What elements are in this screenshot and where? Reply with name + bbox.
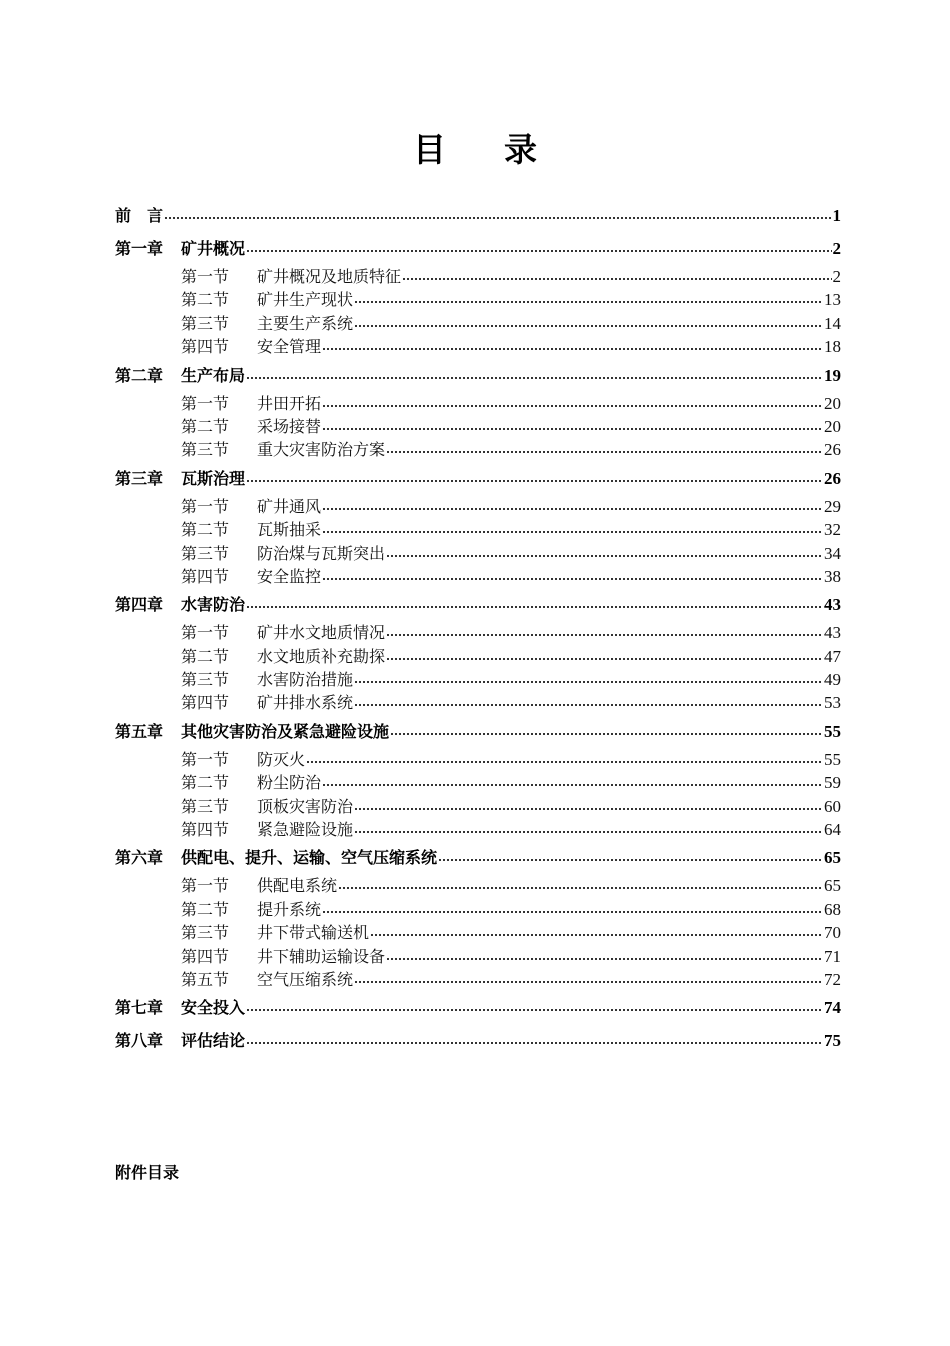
page-number: 34 — [824, 543, 841, 563]
dot-leader — [402, 266, 831, 282]
section-number: 第四节 — [181, 693, 230, 713]
dot-leader — [386, 646, 823, 662]
toc-section-entry[interactable] — [115, 795, 841, 818]
toc-entry-label — [181, 495, 321, 518]
section-number: 第三节 — [181, 670, 230, 690]
toc-chapter-entry[interactable] — [115, 462, 841, 495]
toc-entry-label — [181, 968, 353, 991]
page-number: 47 — [824, 646, 841, 666]
dot-leader — [246, 238, 831, 254]
dot-leader — [322, 336, 823, 352]
section-number: 第三节 — [181, 313, 230, 333]
toc-section-entry[interactable] — [115, 565, 841, 588]
toc-section-entry[interactable] — [115, 392, 841, 415]
dot-leader — [246, 365, 823, 381]
dot-leader — [386, 439, 823, 455]
dot-leader — [322, 519, 823, 535]
dot-leader — [386, 622, 823, 638]
dot-leader — [322, 772, 823, 788]
toc-section-entry[interactable] — [115, 542, 841, 565]
page-number: 18 — [824, 337, 841, 357]
toc-entry-label — [181, 438, 385, 461]
page-number: 2 — [832, 267, 841, 286]
section-number: 第四节 — [181, 337, 230, 357]
chapter-number: 第三章 — [115, 468, 164, 488]
toc-entry-label — [181, 668, 353, 691]
section-number: 第一节 — [181, 749, 230, 769]
section-title: 瓦斯抽采 — [257, 520, 322, 540]
toc-chapter-entry[interactable] — [115, 588, 841, 621]
page-number: 32 — [824, 520, 841, 540]
page-number: 13 — [824, 290, 841, 310]
page-number: 26 — [824, 440, 841, 460]
section-title: 矿井概况及地质特征 — [257, 267, 402, 286]
section-title: 紧急避险设施 — [257, 820, 354, 840]
toc-section-entry[interactable] — [115, 288, 841, 311]
toc-section-entry[interactable] — [115, 818, 841, 841]
section-number: 第四节 — [181, 946, 230, 966]
dot-leader — [246, 997, 823, 1013]
chapter-number: 第一章 — [115, 239, 164, 258]
toc-entry-label — [115, 232, 245, 265]
section-title: 水文地质补充勘探 — [257, 646, 386, 666]
page-number: 14 — [824, 313, 841, 333]
section-number: 第四节 — [181, 566, 230, 586]
page-number: 19 — [824, 365, 841, 385]
toc-entry-label — [181, 415, 321, 438]
dot-leader — [338, 875, 823, 891]
toc-section-entry[interactable] — [115, 748, 841, 771]
toc-section-entry[interactable] — [115, 495, 841, 518]
toc-section-entry[interactable] — [115, 415, 841, 438]
toc-section-entry[interactable] — [115, 668, 841, 691]
page-number: 72 — [824, 969, 841, 989]
chapter-number: 第四章 — [115, 595, 164, 615]
section-number: 第二节 — [181, 290, 230, 310]
dot-leader — [322, 496, 823, 512]
section-number: 第三节 — [181, 440, 230, 460]
dot-leader — [322, 566, 823, 582]
section-number: 第一节 — [181, 267, 230, 286]
page-number: 60 — [824, 796, 841, 816]
section-title: 重大灾害防治方案 — [257, 440, 386, 460]
page-number: 68 — [824, 899, 841, 919]
section-title: 提升系统 — [257, 899, 322, 919]
dot-leader — [246, 468, 823, 484]
page-number: 75 — [824, 1031, 841, 1051]
page-number: 49 — [824, 670, 841, 690]
toc-chapter-entry[interactable] — [115, 1024, 841, 1057]
chapter-title: 评估结论 — [181, 1031, 246, 1051]
section-title: 矿井排水系统 — [257, 693, 354, 713]
section-title: 水害防治措施 — [257, 670, 354, 690]
section-title: 井田开拓 — [257, 393, 322, 413]
section-number: 第五节 — [181, 969, 230, 989]
chapter-number: 第七章 — [115, 998, 164, 1018]
chapter-number: 第五章 — [115, 721, 164, 741]
section-number: 第三节 — [181, 796, 230, 816]
attachments-heading: 附件目录 — [115, 1163, 180, 1182]
toc-chapter-entry[interactable] — [115, 841, 841, 874]
section-title: 安全监控 — [257, 566, 322, 586]
page-number: 59 — [824, 773, 841, 793]
dot-leader — [164, 205, 831, 221]
section-number: 第二节 — [181, 416, 230, 436]
dot-leader — [438, 847, 823, 863]
toc-chapter-entry[interactable] — [115, 232, 841, 265]
toc-chapter-entry[interactable] — [115, 715, 841, 748]
chapter-number: 第六章 — [115, 848, 164, 868]
toc-section-entry[interactable] — [115, 438, 841, 461]
toc-entry-label — [181, 945, 385, 968]
toc-entry-label — [181, 542, 385, 565]
toc-entry-label — [181, 771, 321, 794]
toc-section-entry[interactable] — [115, 874, 841, 897]
toc-chapter-entry[interactable] — [115, 359, 841, 392]
page-number: 74 — [824, 998, 841, 1018]
toc-entry-label — [181, 335, 321, 358]
section-title: 防灭火 — [257, 749, 306, 769]
toc-entry-label — [181, 312, 353, 335]
page-number: 43 — [824, 623, 841, 643]
page-number: 26 — [824, 468, 841, 488]
dot-leader — [354, 313, 823, 329]
page-number: 65 — [824, 848, 841, 868]
chapter-title: 生产布局 — [181, 365, 246, 385]
toc-entry-label — [115, 199, 163, 232]
section-number: 第一节 — [181, 393, 230, 413]
chapter-title: 其他灾害防治及紧急避险设施 — [181, 721, 390, 741]
dot-leader — [370, 922, 823, 938]
toc-entry-label — [115, 462, 245, 495]
page-number: 55 — [824, 721, 841, 741]
dot-leader — [322, 416, 823, 432]
dot-leader — [354, 819, 823, 835]
section-title: 供配电系统 — [257, 876, 338, 896]
title-char-2: 录 — [504, 130, 537, 169]
toc-section-entry[interactable] — [115, 335, 841, 358]
section-number: 第二节 — [181, 520, 230, 540]
dot-leader — [306, 749, 823, 765]
section-title: 顶板灾害防治 — [257, 796, 354, 816]
title-char-1: 目 — [413, 130, 446, 169]
toc-section-entry[interactable] — [115, 265, 841, 288]
toc-entry-label — [115, 359, 245, 392]
chapter-title: 安全投入 — [181, 998, 246, 1018]
chapter-title: 瓦斯治理 — [181, 468, 246, 488]
toc-entry-label — [181, 818, 353, 841]
toc-entry-label — [181, 265, 401, 288]
section-number: 第二节 — [181, 646, 230, 666]
toc-section-entry[interactable] — [115, 921, 841, 944]
toc-entry-label — [115, 715, 389, 748]
toc-section-entry[interactable] — [115, 691, 841, 714]
section-number: 第一节 — [181, 876, 230, 896]
page-number: 65 — [824, 876, 841, 896]
dot-leader — [354, 669, 823, 685]
toc-section-entry[interactable] — [115, 621, 841, 644]
toc-entry-label — [181, 921, 369, 944]
dot-leader — [246, 594, 823, 610]
table-of-contents — [115, 199, 841, 1057]
dot-leader — [386, 543, 823, 559]
toc-section-entry[interactable] — [115, 645, 841, 668]
section-number: 第二节 — [181, 773, 230, 793]
toc-chapter-entry[interactable] — [115, 199, 841, 232]
chapter-title: 水害防治 — [181, 595, 246, 615]
page-number: 53 — [824, 693, 841, 713]
page-number: 38 — [824, 566, 841, 586]
toc-section-entry[interactable] — [115, 898, 841, 921]
toc-entry-label — [115, 991, 245, 1024]
toc-entry-label — [181, 621, 385, 644]
dot-leader — [390, 721, 823, 737]
dot-leader — [354, 692, 823, 708]
section-title: 空气压缩系统 — [257, 969, 354, 989]
toc-entry-label — [181, 565, 321, 588]
section-title: 井下带式输送机 — [257, 923, 370, 943]
dot-leader — [354, 289, 823, 305]
page-number: 2 — [832, 239, 841, 258]
page-number: 20 — [824, 416, 841, 436]
section-title: 防治煤与瓦斯突出 — [257, 543, 386, 563]
toc-chapter-entry[interactable] — [115, 991, 841, 1024]
toc-section-entry[interactable] — [115, 945, 841, 968]
toc-entry-label — [181, 898, 321, 921]
page-number: 71 — [824, 946, 841, 966]
dot-leader — [322, 393, 823, 409]
toc-entry-label — [181, 288, 353, 311]
toc-section-entry[interactable] — [115, 771, 841, 794]
toc-entry-label — [181, 795, 353, 818]
section-number: 第三节 — [181, 923, 230, 943]
toc-section-entry[interactable] — [115, 518, 841, 541]
toc-section-entry[interactable] — [115, 312, 841, 335]
toc-entry-label — [181, 691, 353, 714]
section-number: 第四节 — [181, 820, 230, 840]
section-title: 矿井通风 — [257, 496, 322, 516]
dot-leader — [354, 969, 823, 985]
toc-entry-label — [181, 645, 385, 668]
section-number: 第一节 — [181, 496, 230, 516]
page-number: 55 — [824, 749, 841, 769]
toc-entry-label — [181, 874, 337, 897]
page-number: 70 — [824, 923, 841, 943]
section-title: 矿井水文地质情况 — [257, 623, 386, 643]
section-title: 井下辅助运输设备 — [257, 946, 386, 966]
chapter-title: 供配电、提升、运输、空气压缩系统 — [181, 848, 438, 868]
section-title: 采场接替 — [257, 416, 322, 436]
dot-leader — [386, 946, 823, 962]
dot-leader — [354, 796, 823, 812]
page-number: 1 — [832, 206, 841, 225]
section-number: 第三节 — [181, 543, 230, 563]
section-title: 粉尘防治 — [257, 773, 322, 793]
section-number: 第一节 — [181, 623, 230, 643]
toc-entry-label — [181, 748, 305, 771]
page-title — [0, 124, 950, 171]
dot-leader — [322, 899, 823, 915]
toc-entry-label — [115, 1024, 245, 1057]
chapter-number: 第二章 — [115, 365, 164, 385]
toc-entry-label — [181, 392, 321, 415]
chapter-number: 第八章 — [115, 1031, 164, 1051]
toc-entry-label — [181, 518, 321, 541]
page-number: 29 — [824, 496, 841, 516]
section-title: 安全管理 — [257, 337, 322, 357]
chapter-number: 前 言 — [115, 206, 164, 225]
dot-leader — [246, 1030, 823, 1046]
page-number: 43 — [824, 595, 841, 615]
page-number: 64 — [824, 820, 841, 840]
toc-entry-label — [115, 841, 437, 874]
section-title: 矿井生产现状 — [257, 290, 354, 310]
toc-entry-label — [115, 588, 245, 621]
section-title: 主要生产系统 — [257, 313, 354, 333]
page-number: 20 — [824, 393, 841, 413]
toc-section-entry[interactable] — [115, 968, 841, 991]
chapter-title: 矿井概况 — [181, 239, 246, 258]
section-number: 第二节 — [181, 899, 230, 919]
